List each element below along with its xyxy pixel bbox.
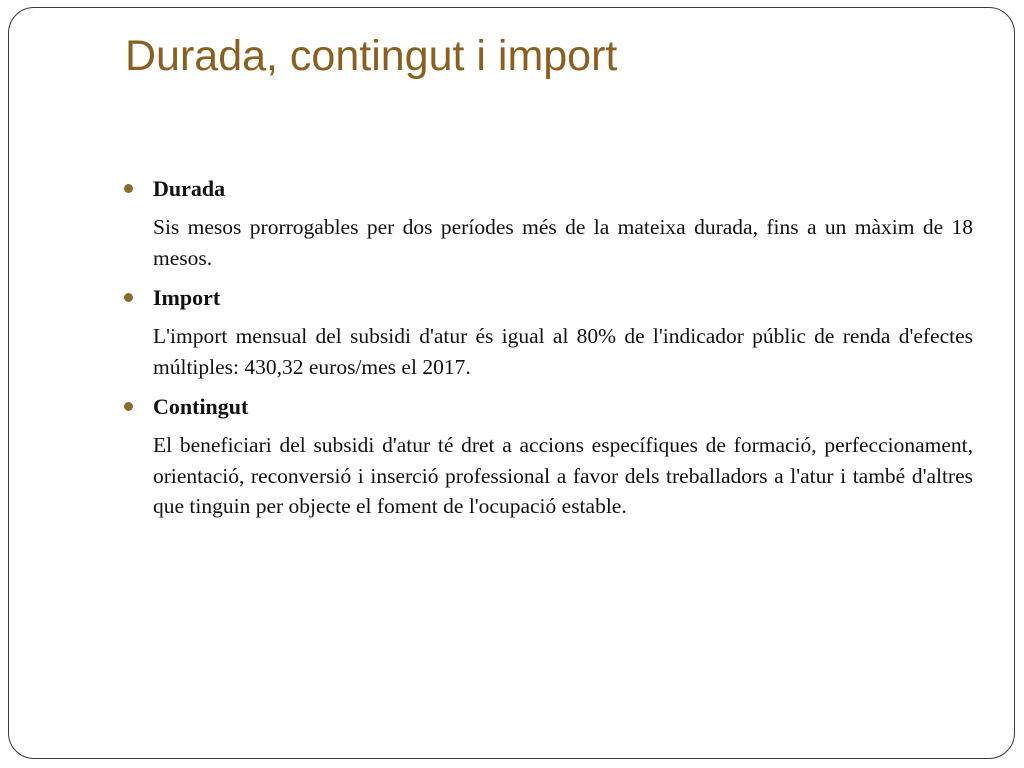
slide-title: Durada, contingut i import xyxy=(125,32,618,80)
bullet-heading-contingut xyxy=(122,392,973,422)
bullet-heading-text: Contingut xyxy=(153,394,249,419)
bullet-heading-import xyxy=(122,283,973,313)
bullet-heading-text: Import xyxy=(153,285,221,310)
bullet-heading-durada xyxy=(122,174,973,204)
bullet-item-contingut xyxy=(122,392,973,522)
bullet-dot-icon xyxy=(124,293,133,302)
bullet-body-contingut: El beneficiari del subsidi d'atur té dret a accions específiques de formació, perfeccionament, orientació, reconversió i inserció professional a favor dels treballadors a l'atur i també d'altres que tinguin per objecte el foment de l'ocupació estable. xyxy=(153,433,973,518)
slide-frame xyxy=(8,7,1015,759)
bullet-item-import xyxy=(122,283,973,382)
bullet-body-durada: Sis mesos prorrogables per dos períodes més de la mateixa durada, fins a un màxim de 18 mesos. xyxy=(153,215,973,270)
bullet-dot-icon xyxy=(124,184,133,193)
bullet-dot-icon xyxy=(124,402,133,411)
bullet-item-durada xyxy=(122,174,973,273)
bullet-body-import: L'import mensual del subsidi d'atur és igual al 80% de l'indicador públic de renda d'efectes múltiples: 430,32 euros/mes el 2017. xyxy=(153,324,973,379)
bullet-heading-text: Durada xyxy=(153,176,226,201)
slide-content xyxy=(122,174,973,532)
